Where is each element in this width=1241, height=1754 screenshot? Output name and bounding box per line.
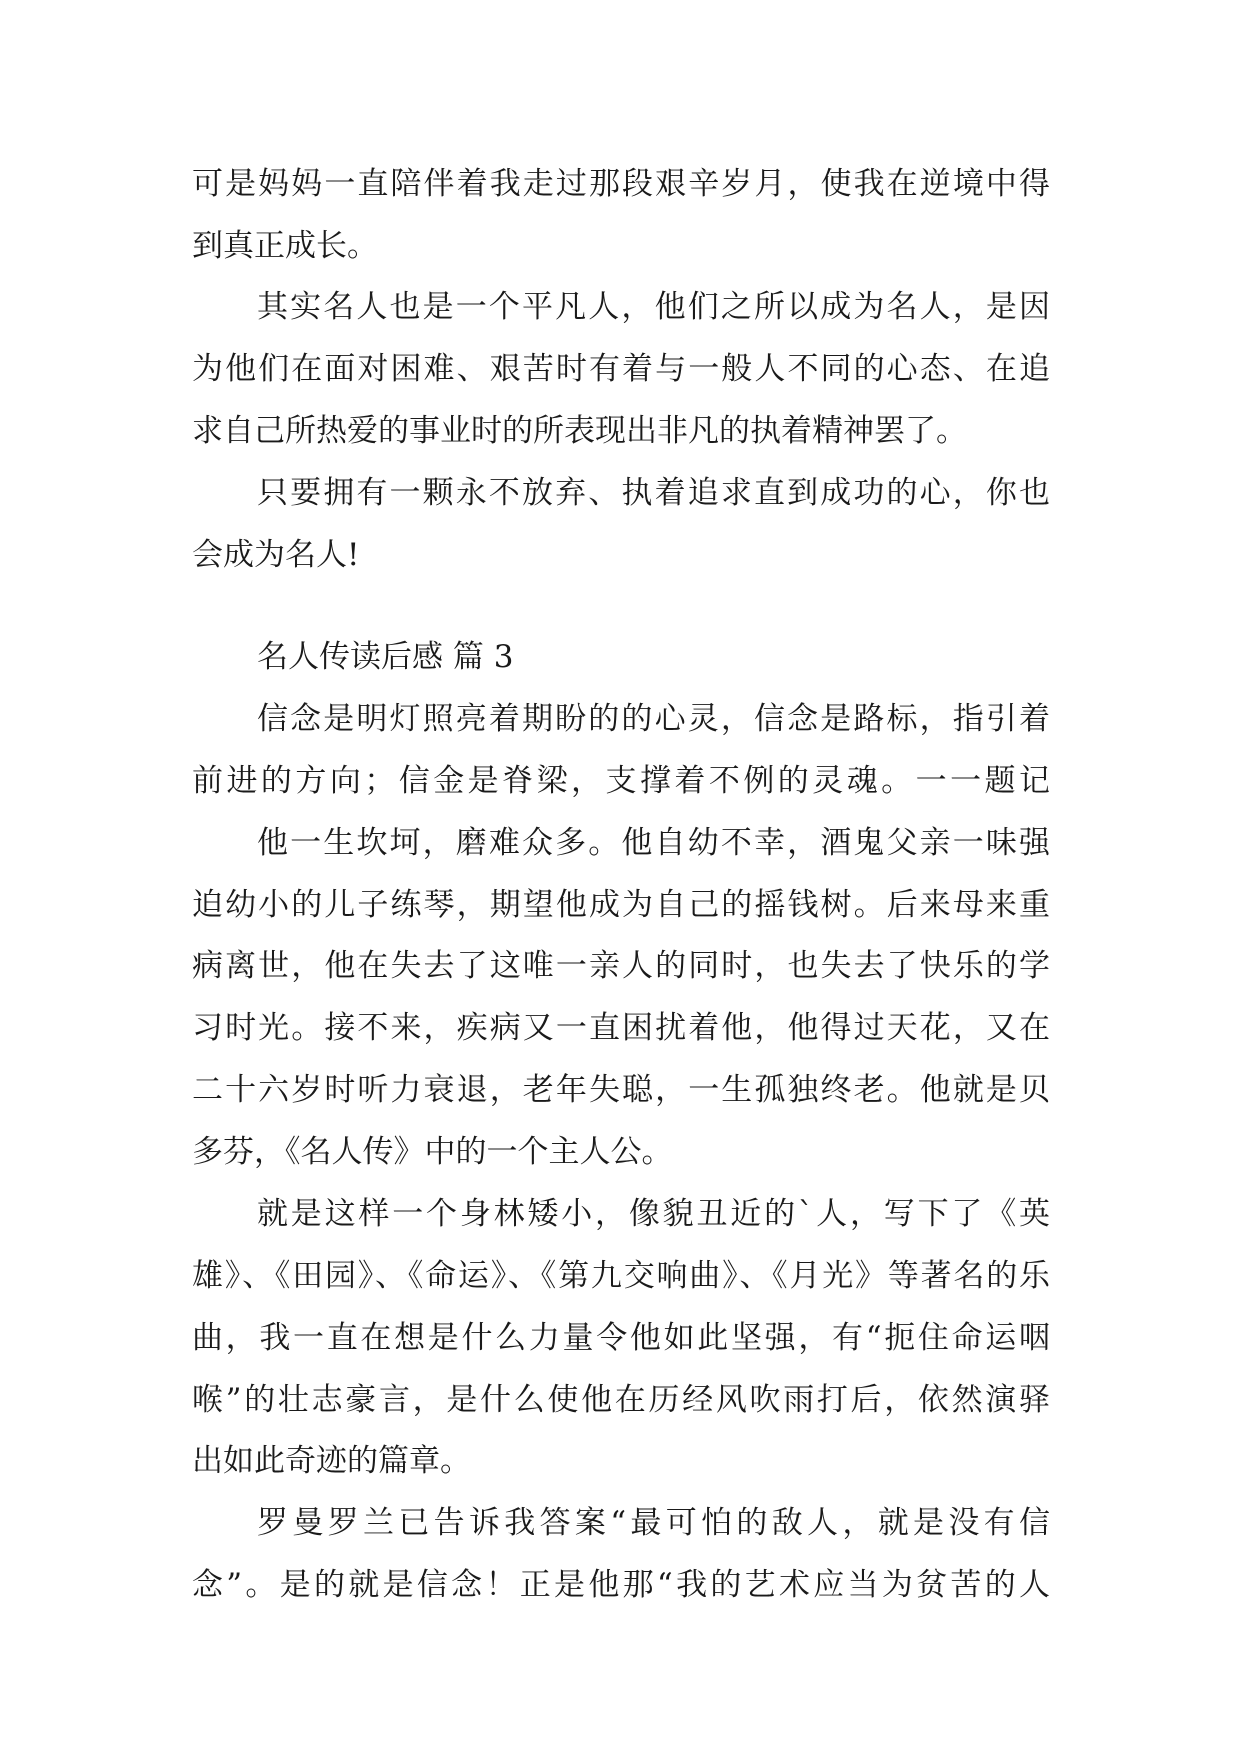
text-line: 喉”的壮志豪言，是什么使他在历经风吹雨打后，依然演驿 bbox=[192, 1382, 1050, 1418]
text-line: 其实名人也是一个平凡人，他们之所以成为名人，是因 bbox=[257, 289, 1050, 325]
section-heading: 名人传读后感 篇 3 bbox=[257, 639, 514, 675]
text-line: 曲，我一直在想是什么力量令他如此坚强，有“扼住命运咽 bbox=[192, 1320, 1050, 1356]
text-line: 多芬，《名人传》中的一个主人公。 bbox=[192, 1134, 673, 1170]
text-line: 习时光。接不来，疾病又一直困扰着他，他得过天花，又在 bbox=[192, 1010, 1050, 1046]
text-line: 到真正成长。 bbox=[192, 228, 378, 264]
text-line: 病离世，他在失去了这唯一亲人的同时，也失去了快乐的学 bbox=[192, 948, 1050, 984]
text-line: 雄》、《田园》、《命运》、《第九交响曲》、《月光》等著名的乐 bbox=[192, 1258, 1050, 1294]
text-line: 前进的方向；信金是脊梁，支撑着不例的灵魂。一一题记 bbox=[192, 763, 1050, 799]
text-line: 会成为名人! bbox=[192, 537, 360, 573]
text-line: 可是妈妈一直陪伴着我走过那段艰辛岁月，使我在逆境中得 bbox=[192, 166, 1050, 202]
text-line: 出如此奇迹的篇章。 bbox=[192, 1443, 471, 1479]
text-line: 他一生坎坷，磨难众多。他自幼不幸，酒鬼父亲一味强 bbox=[257, 825, 1050, 861]
text-line: 为他们在面对困难、艰苦时有着与一般人不同的心态、在追 bbox=[192, 351, 1050, 387]
text-line: 迫幼小的儿子练琴，期望他成为自己的摇钱树。后来母来重 bbox=[192, 887, 1050, 923]
text-line: 念”。是的就是信念！正是他那“我的艺术应当为贫苦的人 bbox=[192, 1567, 1050, 1603]
text-line: 求自己所热爱的事业时的所表现出非凡的执着精神罢了。 bbox=[192, 413, 967, 449]
text-line: 信念是明灯照亮着期盼的的心灵，信念是路标，指引着 bbox=[257, 701, 1050, 737]
text-line: 只要拥有一颗永不放弃、执着追求直到成功的心，你也 bbox=[257, 475, 1050, 511]
text-line: 就是这样一个身林矮小，像貌丑近的`人，写下了《英 bbox=[257, 1196, 1050, 1232]
text-line: 罗曼罗兰已告诉我答案“最可怕的敌人，就是没有信 bbox=[257, 1505, 1050, 1541]
text-line: 二十六岁时听力衰退，老年失聪，一生孤独终老。他就是贝 bbox=[192, 1072, 1050, 1108]
